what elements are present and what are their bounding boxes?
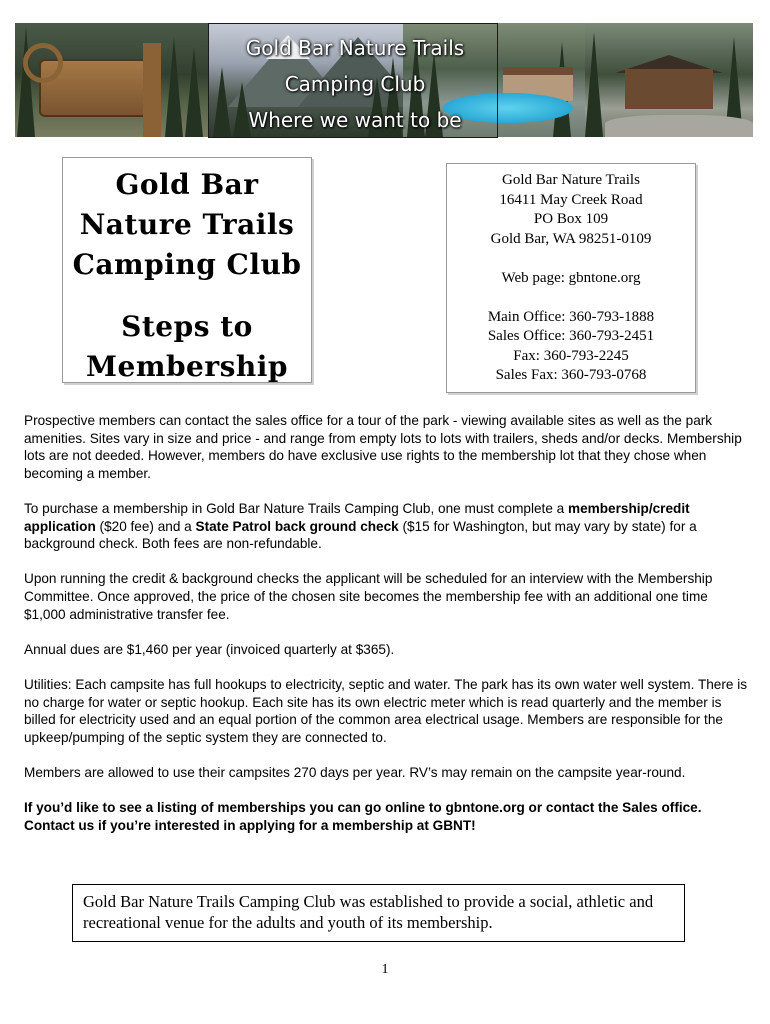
contact-web: Web page: gbntone.org [501,269,641,286]
club-name-line-1: Gold Bar [115,168,259,201]
contact-po-box: PO Box 109 [533,211,609,227]
contact-sales-office: Sales Office: 360-793-2451 [487,328,655,344]
steps-line-2: Membership [86,350,288,383]
paragraph-dues: Annual dues are $1,460 per year (invoiced quarterly at $365). [24,641,395,657]
paragraph-contact-cta: If you’d like to see a listing of memberships you can go online to gbntone.org or contact the Sales office. Contact us if you’re interested in applying for a membership at GBNT! [24,800,702,833]
background-check-label: State Patrol back ground check [195,518,399,534]
paragraph-utilities: Utilities: Each campsite has full hookups to electricity, septic and water. The park has its own water well system. There is no charge for water or septic hookup. Each site has its own electric meter which is read quarterly and the member is billed for electricity used and an equal portion of the common area electrical usage. Members are responsible for the upkeep/pumping of the septic system they are connected to. [24,676,748,745]
contact-sales-fax: Sales Fax: 360-793-0768 [495,367,647,383]
cabin-photo [585,23,753,137]
contact-city: Gold Bar, WA 98251-0109 [490,230,652,247]
contact-name: Gold Bar Nature Trails [502,172,640,188]
banner-line-3: Where we want to be [248,108,462,132]
paragraph-usage: Members are allowed to use their campsites 270 days per year. RV’s may remain on the campsite year-round. [24,764,686,780]
contact-street: 16411 May Creek Road [499,191,643,208]
paragraph-purchase [24,500,752,553]
contact-main-office: Main Office: 360-793-1888 [487,308,655,325]
banner-title [160,30,550,138]
purchase-text: To purchase a membership in Gold Bar Nature Trails Camping Club, one must complete a [24,500,569,516]
steps-line-1: Steps to [121,310,253,343]
body-text [24,412,752,852]
club-name-line-2: Nature Trails [79,208,295,241]
purchase-text: ($20 fee) and a [95,518,196,534]
club-name-heading [63,165,311,285]
contact-info-box [446,163,696,393]
club-name-line-3: Camping Club [72,248,302,281]
banner-line-1: Gold Bar Nature Trails [245,36,465,60]
paragraph-tour: Prospective members can contact the sales office for a tour of the park - viewing available sites as well as the park amenities. Sites vary in size and price - and range from empty lots to lots with trailers, sheds and/or decks. Membership lots are not deeded. However, members do have exclusive use rights to the membership lot that they chose when becoming a member. [24,413,742,481]
banner-line-2: Camping Club [284,72,426,96]
membership-steps-heading [63,307,311,387]
contact-fax: Fax: 360-793-2245 [513,347,629,364]
purchase-text: ($15 for Washington, but may vary by state) for a background check. Both fees are non-refundable. [24,518,697,552]
page-number: 1 [381,962,389,977]
paragraph-interview: Upon running the credit & background checks the applicant will be scheduled for an interview with the Membership Committee. Once approved, the price of the chosen site becomes the membership fee with an additional one time $1,000 administrative transfer fee. [24,571,713,622]
mission-statement-box: Gold Bar Nature Trails Camping Club was established to provide a social, athletic and recreational venue for the adults and youth of its membership. [72,884,685,942]
membership-application-label: membership/credit application [24,500,690,534]
title-box [62,157,312,383]
